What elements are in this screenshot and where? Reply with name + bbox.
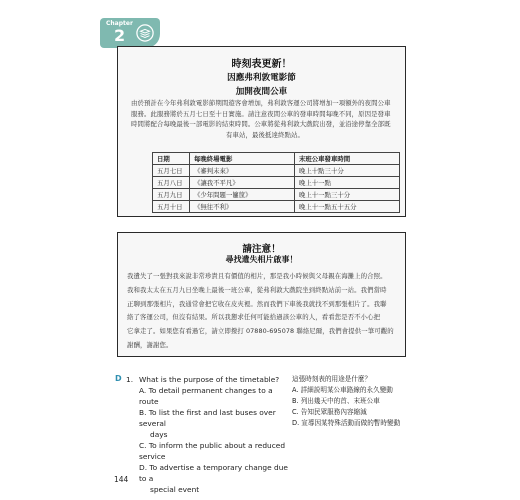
paragraph-line: 有車站，最後抵達終點站。 — [226, 130, 304, 139]
option-d: D. To advertise a temporary change due to a — [139, 463, 288, 483]
schedule-table — [152, 152, 400, 213]
table-cell: 晚上十一點 — [295, 177, 400, 189]
paragraph-line: 絡了客運公司，但沒有結果。所以我懇求任何可能拾過該公車的人，看看您是否不小心把 — [127, 313, 381, 322]
paragraph-line: 正聊到那張相片，我通常會把它收在皮夾裡。然而我們下車後我就找不到那張相片了。我聯 — [127, 299, 387, 308]
option-b: B. To list the first and last buses over several — [139, 408, 276, 428]
notice-paragraph — [131, 98, 399, 140]
translation-option: C. 告知民眾服務內容縮減 — [292, 408, 367, 416]
chapter-tab — [100, 18, 160, 48]
table-cell: 《無往不利》 — [190, 201, 295, 213]
notice-subtitle: 加開夜間公車 — [235, 87, 288, 97]
notice-title: 時刻表更新！ — [231, 59, 292, 70]
translation-option: D. 宣導因某特殊活動而做的暫時變動 — [292, 419, 401, 427]
question-number: 1. — [126, 375, 134, 384]
option-a: A. To detail permanent changes to a route — [139, 386, 273, 406]
lost-photo-notice — [117, 232, 406, 357]
table-header-row — [153, 153, 400, 165]
paragraph-line: 我和我太太在五月九日坐晚上最後一班公車，從弗利敦大戲院坐到終點站前一站。我們當時 — [127, 285, 387, 294]
page-number: 144 — [114, 475, 129, 484]
paragraph-line: 由於預計在今年弗利敦電影節期間遊客會增加，弗利敦客運公司將增加一項額外的夜間公車 — [131, 99, 391, 107]
question-letter: D — [115, 374, 122, 383]
table-row — [153, 201, 400, 213]
translation-stem: 這張時刻表的用途是什麼？ — [292, 375, 372, 383]
chapter-label: Chapter — [106, 20, 133, 27]
timetable-notice — [117, 46, 406, 217]
notice-subtitle: 尋找遺失相片啟事！ — [225, 255, 298, 264]
table-row — [153, 165, 400, 177]
chapter-number: 2 — [114, 26, 126, 45]
answer-options — [139, 385, 289, 495]
table-cell: 晚上十點三十分 — [295, 165, 400, 177]
paragraph-line: 我遺失了一張對我來說非常珍貴且有價值的相片，那是我小時候與父母親在海灘上的合照。 — [127, 272, 387, 280]
notice-title: 請注意！ — [242, 244, 281, 255]
notice-subtitle: 因應弗利敦電影節 — [227, 73, 296, 83]
book-stack-icon — [136, 24, 154, 42]
column-header: 末班公車發車時間 — [295, 153, 400, 165]
table-cell: 五月九日 — [153, 189, 190, 201]
table-cell: 晚上十一點三十分 — [295, 189, 400, 201]
table-cell: 五月八日 — [153, 177, 190, 189]
table-cell: 《審判未來》 — [190, 165, 295, 177]
table-cell: 《少年問題一籮筐》 — [190, 189, 295, 201]
table-cell: 《讓我不平凡》 — [190, 177, 295, 189]
table-cell: 晚上十一點五十五分 — [295, 201, 400, 213]
paragraph-line: 謝酬，謝謝您。 — [127, 340, 173, 349]
option-c: C. To inform the public about a reduced service — [139, 441, 286, 461]
table-cell: 五月十日 — [153, 201, 190, 213]
paragraph-line: 它拿走了。如果您有看過它，請立即撥打 07880-695078 聯絡尼爾，我們會提供一筆可觀的 — [127, 327, 394, 336]
translation-option: A. 詳細説明某公車路線的永久變動 — [292, 386, 393, 394]
column-header: 日期 — [153, 153, 190, 165]
paragraph-line: 服務。此服務將於五月七日至十日實施。請注意夜間公車的發車時間每晚不同，原因是發車 — [131, 109, 391, 118]
notice-paragraph — [127, 270, 402, 353]
table-row — [153, 177, 400, 189]
paragraph-line: 時間將配合每晚最後一部電影的結束時間。公車將從弗利敦大戲院出發，並沿途停靠全部既 — [131, 120, 391, 128]
option-b-continued: days — [150, 430, 168, 439]
translation-option: B. 列出幾天中的首、末班公車 — [292, 397, 380, 405]
question-stem: What is the purpose of the timetable? — [139, 375, 280, 384]
option-d-continued: special event — [150, 485, 200, 494]
translation-block — [292, 374, 422, 429]
column-header: 每晚終場電影 — [190, 153, 295, 165]
table-row — [153, 189, 400, 201]
table-cell: 五月七日 — [153, 165, 190, 177]
